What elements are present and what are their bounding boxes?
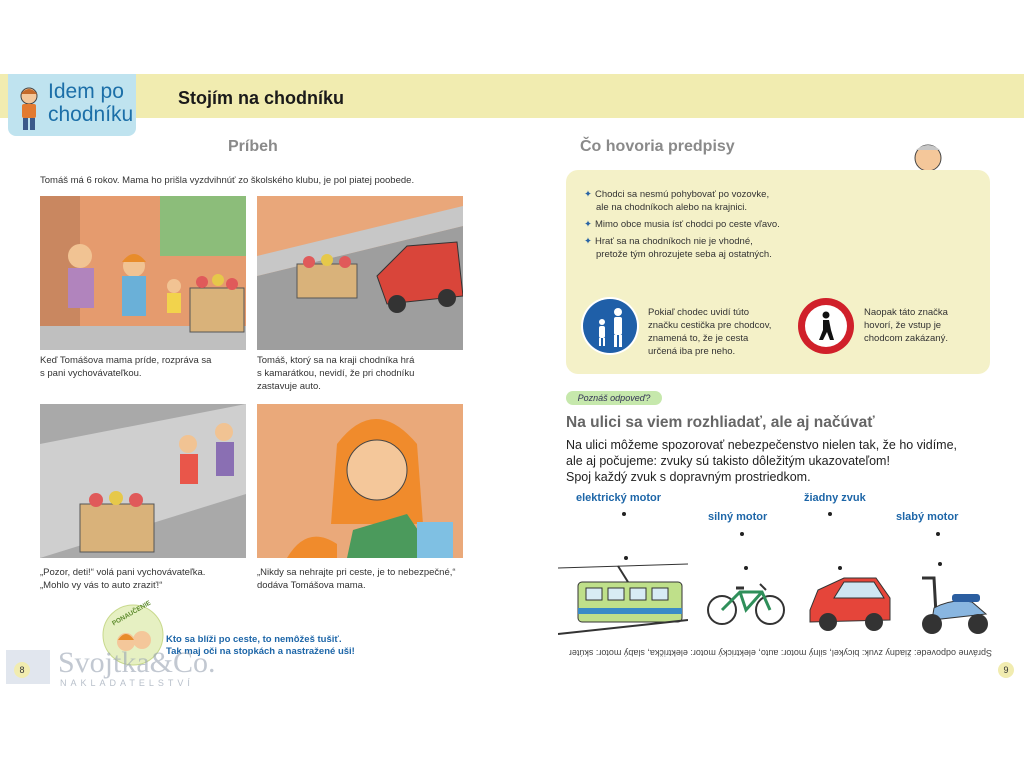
story-heading: Príbeh [228, 138, 278, 155]
sign-2-line-1: Naopak táto značka [864, 307, 948, 318]
bullet-star-icon: ✦ [584, 219, 592, 230]
chapter-tab-line2: chodníku [48, 103, 134, 126]
bullet-star-icon: ✦ [584, 236, 592, 247]
quiz-line-3: Spoj každý zvuk s dopravným prostriedkom. [566, 470, 811, 484]
story-caption-4 [257, 566, 487, 592]
rules-heading: Čo hovoria predpisy [580, 138, 735, 155]
sound-dot-1[interactable] [622, 512, 626, 516]
caption-2-line-3: zastavuje auto. [257, 381, 321, 392]
sound-label-no-sound: žiadny zvuk [804, 492, 866, 504]
story-caption-3 [40, 566, 250, 592]
sound-label-weak-motor: slabý motor [896, 511, 959, 523]
rule-2-line-1: Mimo obce musia ísť chodci po ceste vľavo. [594, 219, 780, 230]
caption-2-line-2: s kamarátkou, nevidí, že pri chodníku [257, 368, 415, 379]
page-title: Stojím na chodníku [178, 88, 345, 108]
watermark-subtext: NAKLADATELSTVÍ [60, 678, 194, 688]
spacer [550, 630, 560, 640]
caption-3-line-2: „Mohlo vy vás to auto zraziť!“ [40, 580, 163, 591]
rule-3-line-2: pretože tým ohrozujete seba aj ostatných. [596, 249, 772, 260]
page-number-right: 9 [998, 662, 1014, 678]
sign-1-line-4: určená iba pre neho. [648, 346, 736, 357]
caption-1-line-2: s pani vychovávateľkou. [40, 368, 142, 379]
caption-3-line-1: „Pozor, deti!“ volá pani vychovávateľka. [40, 567, 206, 578]
caption-2-line-1: Tomáš, ktorý sa na kraji chodníka hrá [257, 355, 415, 366]
sign-1-line-1: Pokiaľ chodec uvidí túto [648, 307, 749, 318]
sound-dot-3[interactable] [828, 512, 832, 516]
story-panel-2 [257, 196, 463, 350]
sound-dot-2[interactable] [740, 532, 744, 536]
story-panel-4 [257, 404, 463, 558]
lesson-line-1: Kto sa blíži po ceste, to nemôžeš tušiť. [166, 634, 342, 645]
quiz-pill: Poznáš odpoveď? [566, 391, 662, 405]
quiz-instructions [566, 437, 1006, 485]
rule-item-1 [584, 188, 884, 214]
watermark-text: Svojtka&Co. [58, 646, 216, 679]
sign-2-line-2: hovorí, že vstup je [864, 320, 942, 331]
rule-item-2 [584, 218, 884, 231]
story-intro: Tomáš má 6 rokov. Mama ho prišla vyzdvihnúť zo školského klubu, je pol piatej poobede. [40, 175, 415, 186]
chapter-tab-line1: Idem po [48, 80, 124, 103]
no-pedestrians-sign-icon [796, 296, 856, 356]
bicycle-icon [706, 578, 788, 628]
pedestrian-path-sign-icon [580, 296, 640, 356]
story-caption-2 [257, 354, 467, 393]
rule-1-line-1: Chodci sa nesmú pohybovať po vozovke, [594, 189, 770, 200]
lesson-line-2: Tak maj oči na stopkách a nastražené uši! [166, 646, 355, 657]
rule-3-line-1: Hrať sa na chodníkoch nie je vhodné, [594, 236, 753, 247]
story-caption-1 [40, 354, 250, 380]
sign-2-line-3: chodcom zakázaný. [864, 333, 948, 344]
sound-label-electric-motor: elektrický motor [576, 492, 661, 504]
vehicle-dot-2[interactable] [744, 566, 748, 570]
sound-dot-4[interactable] [936, 532, 940, 536]
sign-2-description [864, 306, 984, 345]
bullet-star-icon: ✦ [584, 189, 592, 200]
caption-4-line-1: „Nikdy sa nehrajte pri ceste, je to nebezpečné,“ [257, 567, 456, 578]
rule-item-3 [584, 235, 884, 261]
page-number-left: 8 [14, 662, 30, 678]
caption-4-line-2: dodáva Tomášova mama. [257, 580, 366, 591]
sign-1-description [648, 306, 788, 358]
quiz-heading: Na ulici sa viem rozhliadať, ale aj načúvať [566, 414, 875, 431]
sound-label-strong-motor: silný motor [708, 511, 768, 523]
scooter-icon [912, 568, 992, 638]
rules-list [584, 188, 884, 261]
tram-icon [558, 560, 688, 640]
lesson-badge-label: PONAUČENIE [111, 599, 153, 628]
quiz-line-1: Na ulici môžeme spozorovať nebezpečenstvo nielen tak, že ho vidíme, [566, 438, 958, 452]
rule-1-line-2: ale na chodníkoch alebo na krajnici. [596, 202, 748, 213]
car-icon [804, 572, 894, 634]
header-band [0, 74, 1024, 118]
story-panel-3 [40, 404, 246, 558]
sign-1-line-2: značku cestička pre chodcov, [648, 320, 772, 331]
caption-1-line-1: Keď Tomášova mama príde, rozpráva sa [40, 355, 212, 366]
quiz-line-2: ale aj počujeme: zvuky sú takisto dôležitým ukazovateľom! [566, 454, 890, 468]
story-panel-1 [40, 196, 246, 350]
vehicle-dot-4[interactable] [938, 562, 942, 566]
answer-key-upside-down: Správne odpovede: žiadny zvuk: bicykel, silný motor: auto, elektrický motor: električka, slabý motor: skúter [568, 648, 992, 658]
chapter-tab-title [48, 80, 134, 126]
sign-1-line-3: znamená to, že je cesta [648, 333, 749, 344]
kid-icon [14, 86, 44, 132]
vehicle-dot-3[interactable] [838, 566, 842, 570]
